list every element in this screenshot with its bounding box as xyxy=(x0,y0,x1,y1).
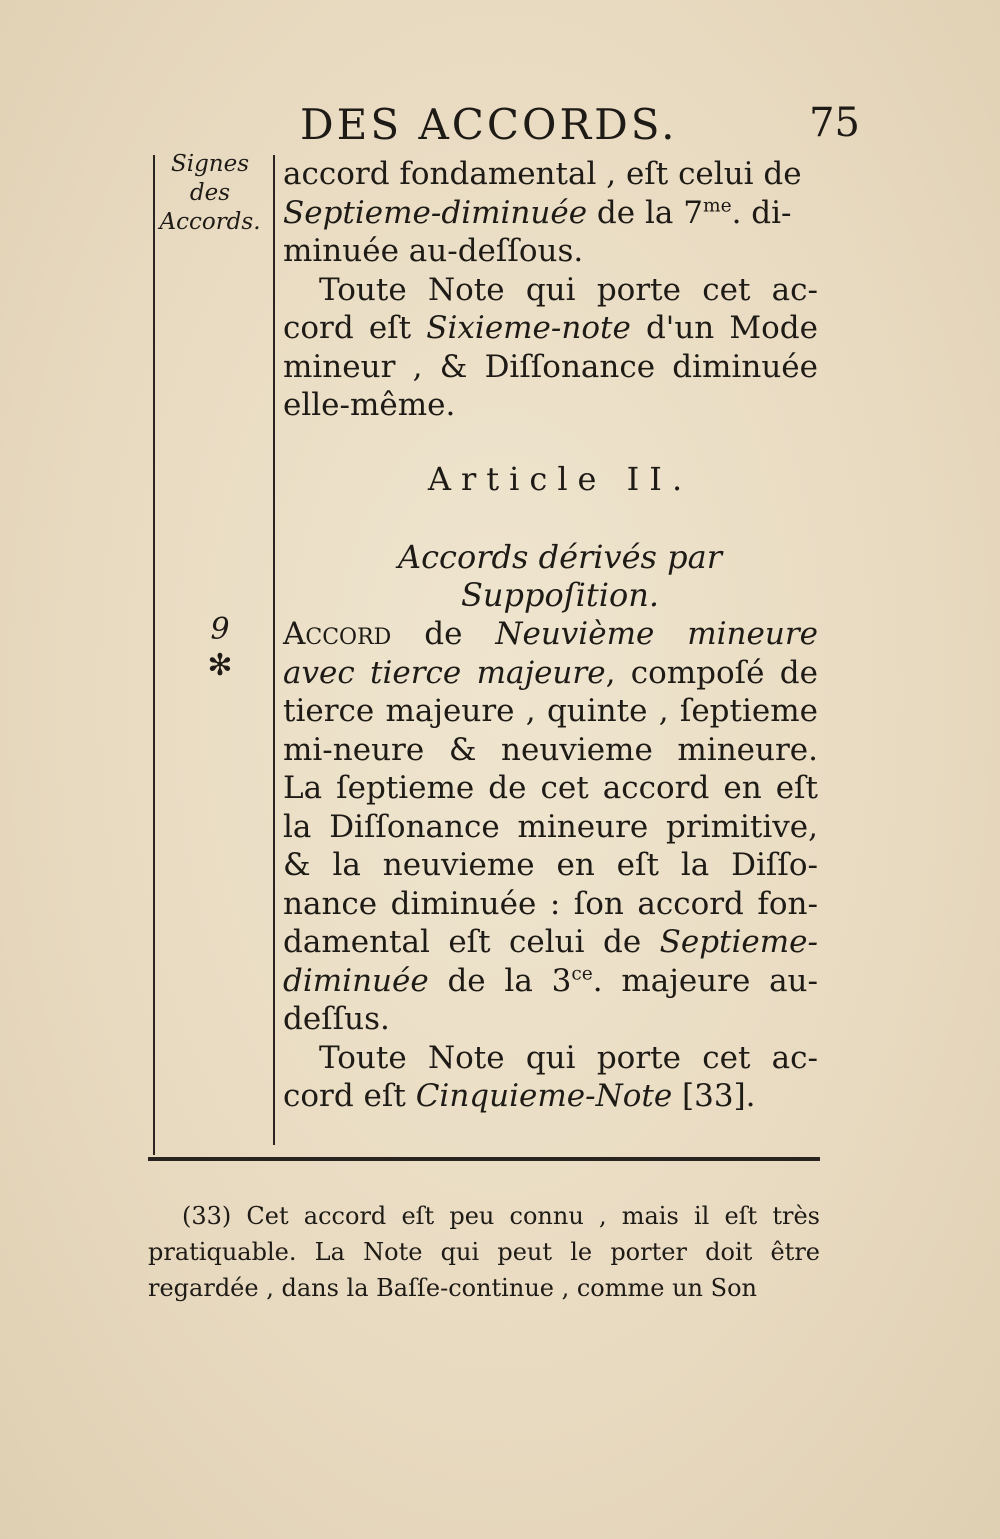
margin-note-column xyxy=(150,150,270,237)
article-heading: Article II. xyxy=(427,460,693,498)
article-subtitle: Accords dérivés par Suppoſition. xyxy=(397,538,722,614)
right-margin-rule xyxy=(273,155,275,1145)
margin-symbol-nine: 9 xyxy=(210,612,230,647)
block1-line-2: Septieme-diminuée de la $7^{me}$. di- xyxy=(283,194,792,231)
page-header xyxy=(300,100,860,160)
margin-note-line-1: Signes xyxy=(170,151,250,177)
term-septieme-diminuee: Septieme-diminuée xyxy=(283,194,588,231)
footnote-separator-rule xyxy=(148,1157,820,1161)
margin-note-line-2: des xyxy=(189,180,231,206)
running-title: DES ACCORDS. xyxy=(300,100,678,149)
footnote xyxy=(148,1198,820,1306)
text-block-2 xyxy=(283,615,818,1116)
margin-note-line-3: Accords. xyxy=(159,209,261,235)
left-margin-rule xyxy=(153,155,155,1155)
block2-paragraph-1: Accord de Neuvième mineure avec tierce majeure, compoſé de tierce majeure , quinte , ſeptieme mi-neure & neuvieme mineure. La ſeptieme de cet accord en eſt la Diſſonance mineure primitive, & la neuvieme en eſt la Diſſo-nance diminuée : ſon accord fon-damental eſt celui de Septieme-diminuée de la $3^{ce}$. majeure au-deſſus. xyxy=(283,616,819,1037)
block1-line-3: minuée au-deſſous. xyxy=(283,233,584,269)
term-neuvieme-mineure: Neuvième mineure avec tierce majeure xyxy=(283,616,818,691)
block1-paragraph-2: Toute Note qui porte cet ac-cord eſt Sixieme-note d'un Mode mineur , & Diſſonance diminuée elle-même. xyxy=(283,271,818,423)
term-septieme-diminuee-2: Septieme-diminuée xyxy=(283,924,818,999)
accord-lead: Accord xyxy=(283,616,392,652)
text-block-1 xyxy=(283,155,818,425)
page-number: 75 xyxy=(809,100,860,146)
term-cinquieme-note: Cinquieme-Note xyxy=(415,1078,673,1114)
block1-line-1: accord fondamental , eſt celui de xyxy=(283,156,802,192)
block2-paragraph-2: Toute Note qui porte cet ac-cord eſt Cinquieme-Note [33]. xyxy=(283,1039,818,1114)
margin-symbol-star: ✻ xyxy=(207,648,233,683)
footnote-text: (33) Cet accord eſt peu connu , mais il eſt très pratiquable. La Note qui peut le porter doit être regardée , dans la Baſſe-continue , comme un Son xyxy=(148,1202,820,1302)
term-sixieme-note: Sixieme-note xyxy=(426,310,631,346)
